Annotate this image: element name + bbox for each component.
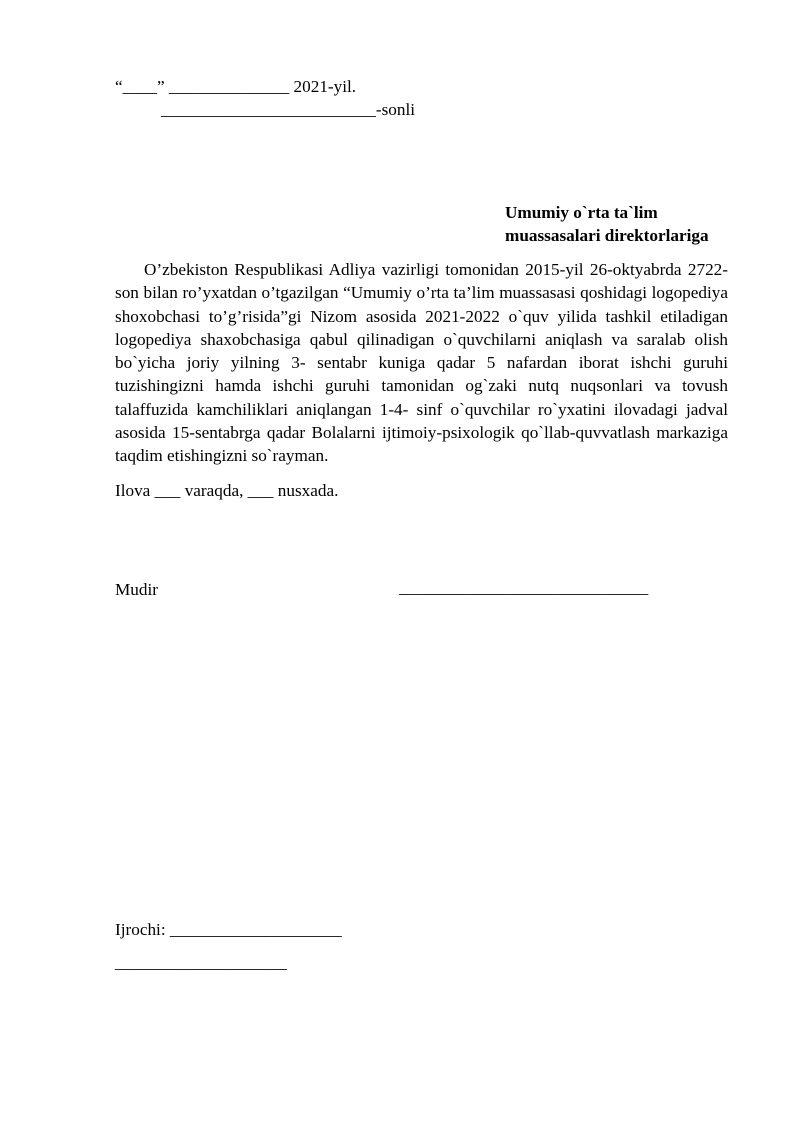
body-paragraph: O’zbekiston Respublikasi Adliya vazirligi tomonidan 2015-yil 26-oktyabrda 2722-son bilan ro’yxatdan o’tgazilgan “Umumiy o’rta ta’lim muassasasi qoshidagi logopediya shoxobchasi to’g’risida”gi Nizom asosida 2021-2022 o`quv yilida tashkil etiladigan logopediya shaxobchasiga qabul qilinadigan o`quvchilarni aniqlash va saralab olish bo`yicha joriy yilning 3- sentabr kuniga qadar 5 nafardan iborat ishchi guruhi tuzishingizni hamda ishchi guruhi tamonidan og`zaki nutq nuqsonlari va tovush talaffuzida kamchiliklari aniqlangan 1-4- sinf o`quvchilar ro`yxatini ilovadagi jadval asosida 15-sentabrga qadar Bolalarni ijtimoiy-psixologik qo`llab-quvvatlash markaziga taqdim etishingizni so`rayman. — [115, 260, 728, 466]
recipient-line-2: muassasalari direktorlariga — [505, 226, 709, 245]
date-line: “____” ______________ 2021-yil. — [115, 77, 357, 96]
recipient-line-1: Umumiy o`rta ta`lim — [505, 203, 658, 222]
executor-line: Ijrochi: ____________________ — [115, 920, 342, 939]
signatory-role: Mudir — [115, 580, 158, 599]
executor-extra-line: ____________________ — [115, 953, 287, 972]
signature-line: _____________________________ — [399, 578, 649, 597]
document-number-line: _________________________-sonli — [161, 100, 415, 119]
recipient-block — [505, 201, 709, 247]
attachment-note: Ilova ___ varaqda, ___ nusxada. — [115, 481, 339, 500]
